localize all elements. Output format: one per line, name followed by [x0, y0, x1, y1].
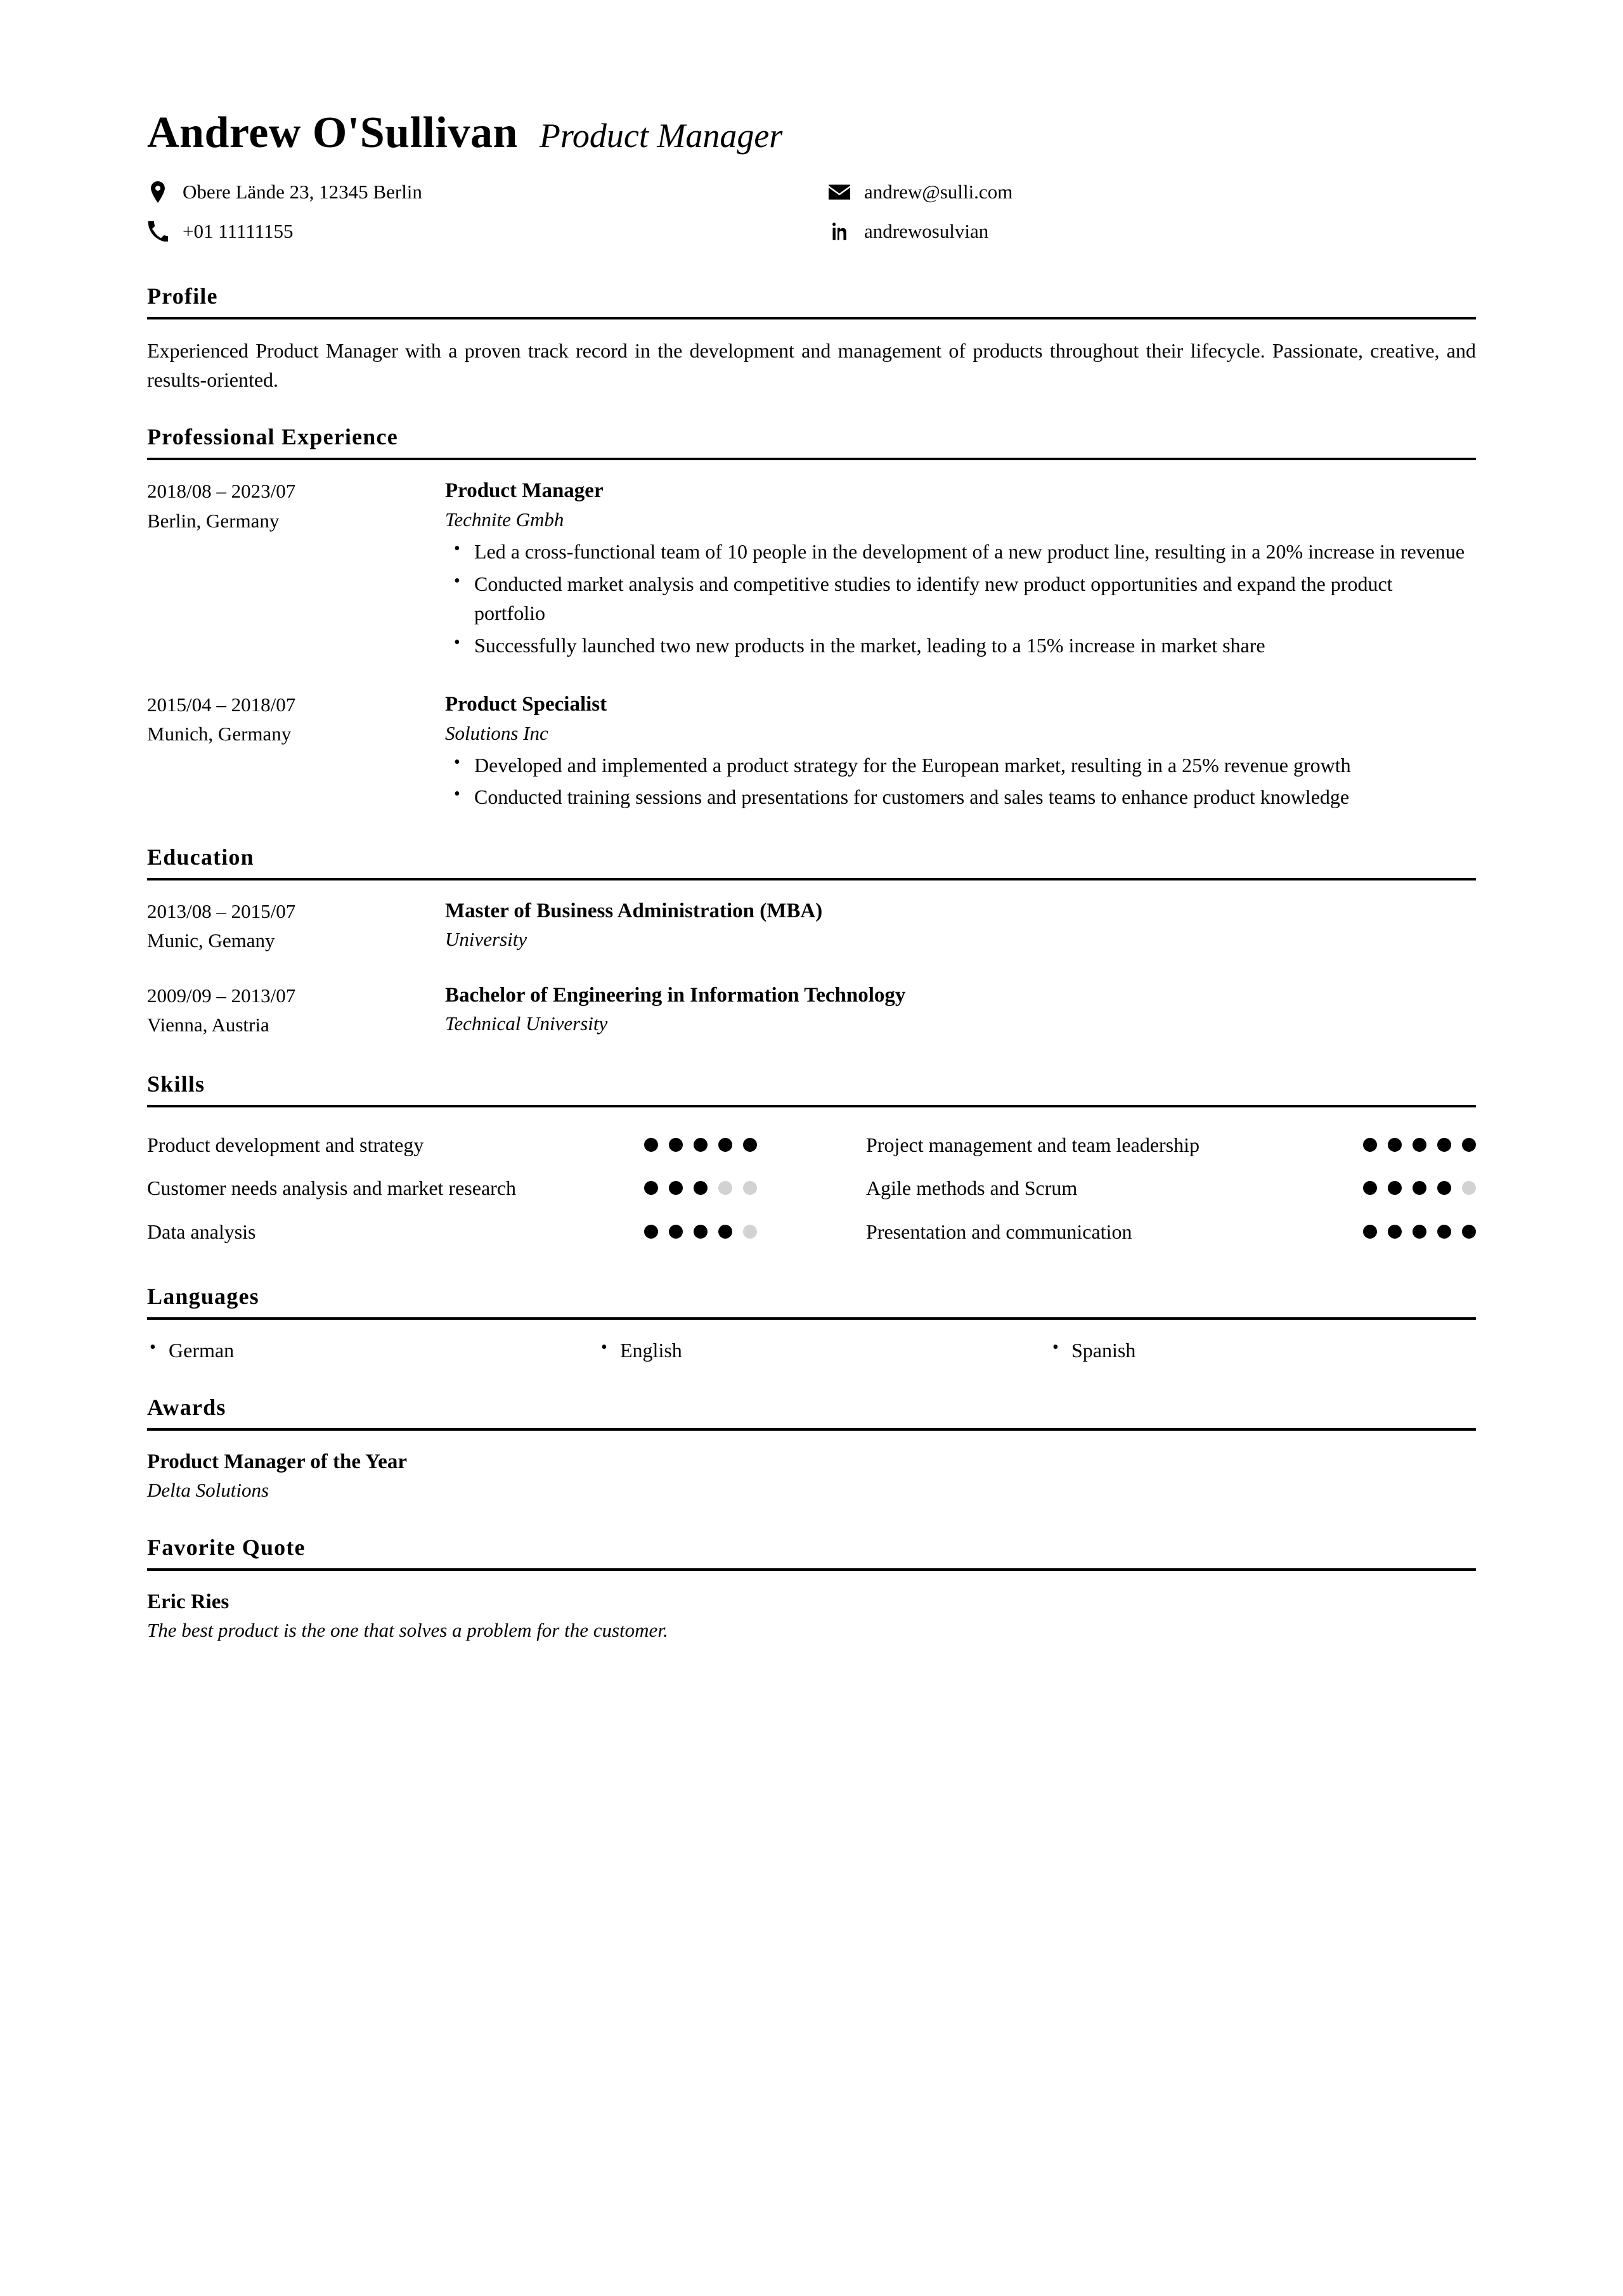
rating-dot — [644, 1225, 658, 1239]
section-divider — [147, 1317, 1476, 1320]
skill-rating — [644, 1130, 757, 1152]
education-details — [445, 897, 1476, 957]
experience-entry — [147, 690, 1476, 815]
rating-dot — [1462, 1138, 1476, 1152]
education-dates: 2009/09 – 2013/07 — [147, 984, 296, 1007]
experience-role: Product Specialist — [445, 692, 607, 716]
experience-bullets — [445, 751, 1466, 812]
page-title: Andrew O'Sullivan — [147, 108, 518, 157]
contact-linkedin[interactable] — [829, 219, 1476, 244]
skills-column-right — [866, 1124, 1476, 1254]
education-school: Technical University — [445, 1012, 608, 1035]
experience-details — [445, 690, 1476, 815]
rating-dot — [718, 1138, 732, 1152]
linkedin-icon — [829, 221, 850, 242]
experience-company: Solutions Inc — [445, 721, 548, 744]
rating-dot — [743, 1181, 757, 1195]
section-skills — [147, 1071, 1476, 1254]
section-title-quote: Favorite Quote — [147, 1535, 306, 1560]
profile-summary-text: Experienced Product Manager with a proven track record in the development and management of products throughout their lifecycle. Passionate, creative, and results-oriented. — [147, 339, 1476, 391]
list-item: • Developed and implemented a product strategy for the European market, resulting in a 25% revenue growth — [474, 751, 1466, 780]
list-item: • Led a cross-functional team of 10 people in the development of a new product line, resulting in a 20% increase in revenue — [474, 537, 1466, 566]
skill-item — [866, 1124, 1476, 1167]
skill-item — [866, 1211, 1476, 1254]
contact-address-text: Obere Lände 23, 12345 Berlin — [183, 181, 422, 203]
rating-dot — [694, 1225, 708, 1239]
section-title-profile: Profile — [147, 283, 218, 309]
languages-grid — [147, 1336, 1476, 1365]
section-education — [147, 844, 1476, 1042]
contact-email[interactable] — [829, 179, 1476, 205]
section-divider — [147, 1428, 1476, 1431]
skill-item — [147, 1167, 757, 1210]
contact-phone-text: +01 11111155 — [183, 220, 294, 243]
education-dates: 2013/08 – 2015/07 — [147, 900, 296, 922]
rating-dot — [669, 1138, 683, 1152]
experience-dates: 2018/08 – 2023/07 — [147, 480, 296, 503]
experience-location: Munich, Germany — [147, 723, 292, 745]
list-item: • Successfully launched two new products in the market, leading to a 15% increase in market share — [474, 631, 1466, 660]
skill-rating — [1363, 1173, 1476, 1195]
experience-entry — [147, 477, 1476, 662]
rating-dot — [1437, 1225, 1451, 1239]
rating-dot — [1363, 1225, 1377, 1239]
experience-meta — [147, 690, 445, 815]
section-divider — [147, 1105, 1476, 1107]
education-entry — [147, 981, 1476, 1042]
education-meta — [147, 897, 445, 957]
quote-entry — [147, 1587, 1476, 1645]
skill-label: Data analysis — [147, 1220, 256, 1243]
award-organization: Delta Solutions — [147, 1479, 269, 1502]
rating-dot — [1413, 1225, 1426, 1239]
section-title-skills: Skills — [147, 1071, 205, 1097]
section-favorite-quote — [147, 1534, 1476, 1645]
experience-location: Berlin, Germany — [147, 509, 280, 532]
experience-bullets — [445, 537, 1466, 660]
section-divider — [147, 317, 1476, 319]
skill-item — [866, 1167, 1476, 1210]
rating-dot — [694, 1181, 708, 1195]
job-title: Product Manager — [539, 117, 783, 155]
rating-dot — [743, 1225, 757, 1239]
rating-dot — [718, 1225, 732, 1239]
skills-column-left — [147, 1124, 757, 1254]
location-pin-icon — [147, 181, 169, 203]
rating-dot — [1462, 1181, 1476, 1195]
quote-text: The best product is the one that solves a problem for the customer. — [147, 1619, 668, 1642]
section-divider — [147, 878, 1476, 880]
rating-dot — [1363, 1181, 1377, 1195]
skill-label: Product development and strategy — [147, 1133, 424, 1156]
contact-phone[interactable] — [147, 219, 829, 244]
education-degree: Bachelor of Engineering in Information Technology — [445, 983, 906, 1007]
list-item: • Spanish — [1050, 1336, 1476, 1365]
rating-dot — [669, 1181, 683, 1195]
skill-label: Agile methods and Scrum — [866, 1177, 1078, 1200]
rating-dot — [718, 1181, 732, 1195]
experience-details — [445, 477, 1476, 662]
contact-linkedin-text: andrewosulvian — [864, 220, 989, 243]
rating-dot — [1413, 1138, 1426, 1152]
resume-header — [147, 108, 1476, 157]
quote-author: Eric Ries — [147, 1590, 230, 1613]
rating-dot — [1388, 1225, 1402, 1239]
list-item: • Conducted training sessions and presentations for customers and sales teams to enhance product knowledge — [474, 782, 1466, 811]
section-title-awards: Awards — [147, 1394, 226, 1420]
skill-rating — [644, 1173, 757, 1195]
section-profile — [147, 283, 1476, 395]
award-name: Product Manager of the Year — [147, 1450, 407, 1473]
contact-address — [147, 179, 829, 205]
section-awards — [147, 1394, 1476, 1505]
section-divider — [147, 1568, 1476, 1571]
section-title-languages: Languages — [147, 1284, 259, 1310]
skill-item — [147, 1211, 757, 1254]
rating-dot — [1363, 1138, 1377, 1152]
rating-dot — [669, 1225, 683, 1239]
rating-dot — [644, 1138, 658, 1152]
list-item: • English — [598, 1336, 1025, 1365]
rating-dot — [1388, 1181, 1402, 1195]
section-title-experience: Professional Experience — [147, 424, 398, 450]
phone-icon — [147, 221, 169, 242]
education-degree: Master of Business Administration (MBA) — [445, 899, 823, 922]
education-location: Munic, Gemany — [147, 929, 275, 952]
education-meta — [147, 981, 445, 1042]
rating-dot — [644, 1181, 658, 1195]
experience-meta — [147, 477, 445, 662]
skill-label: Presentation and communication — [866, 1220, 1132, 1243]
rating-dot — [694, 1138, 708, 1152]
rating-dot — [1437, 1138, 1451, 1152]
rating-dot — [1462, 1225, 1476, 1239]
rating-dot — [1388, 1138, 1402, 1152]
section-divider — [147, 458, 1476, 460]
experience-role: Product Manager — [445, 479, 604, 503]
education-details — [445, 981, 1476, 1042]
contact-email-text: andrew@sulli.com — [864, 181, 1013, 203]
award-entry — [147, 1447, 1476, 1505]
list-item: • Conducted market analysis and competitive studies to identify new product opportunities and expand the product portfolio — [474, 569, 1466, 628]
section-experience — [147, 423, 1476, 814]
section-title-education: Education — [147, 844, 254, 870]
rating-dot — [743, 1138, 757, 1152]
education-entry — [147, 897, 1476, 957]
rating-dot — [1437, 1181, 1451, 1195]
envelope-icon — [829, 181, 850, 203]
education-school: University — [445, 928, 527, 951]
skill-item — [147, 1124, 757, 1167]
skills-grid — [147, 1124, 1476, 1254]
skill-rating — [1363, 1217, 1476, 1239]
experience-dates: 2015/04 – 2018/07 — [147, 693, 296, 716]
list-item: • German — [147, 1336, 573, 1365]
skill-label: Customer needs analysis and market research — [147, 1177, 517, 1200]
rating-dot — [1413, 1181, 1426, 1195]
skill-label: Project management and team leadership — [866, 1133, 1200, 1156]
education-location: Vienna, Austria — [147, 1014, 269, 1036]
experience-company: Technite Gmbh — [445, 508, 564, 531]
skill-rating — [1363, 1130, 1476, 1152]
skill-rating — [644, 1217, 757, 1239]
section-languages — [147, 1283, 1476, 1365]
contact-details — [147, 179, 1476, 245]
